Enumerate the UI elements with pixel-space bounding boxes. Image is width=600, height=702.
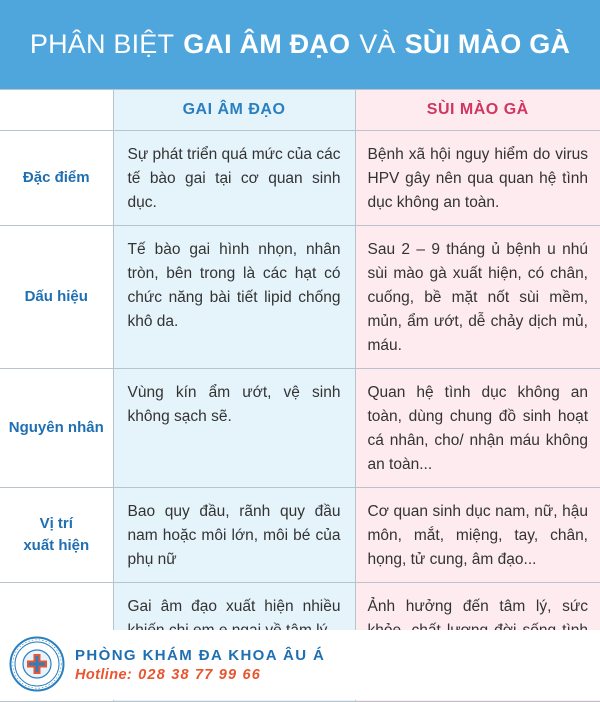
cell-sui (355, 488, 600, 583)
table-row (0, 369, 600, 488)
title-joiner: VÀ (359, 29, 395, 60)
row-label-vi-tri (0, 488, 113, 583)
cell-text: Quan hệ tình dục không an toàn, dùng chung đồ sinh hoạt cá nhân, cho/ nhận máu không an toàn... (356, 369, 600, 487)
row-label-dau-hieu: Dấu hiệu (0, 226, 113, 369)
table-row (0, 488, 600, 583)
clinic-footer (0, 630, 600, 700)
title-term-gai: GAI ÂM ĐẠO (183, 29, 350, 60)
cell-text: Ảnh hưởng đến tâm lý, sức (356, 583, 600, 701)
header-blank-cell (0, 90, 113, 131)
hotline-label: Hotline: (75, 667, 132, 683)
comparison-table (0, 89, 600, 702)
cell-gai (113, 131, 355, 226)
cell-sui (355, 131, 600, 226)
cell-text: Bao quy đầu, rãnh quy đầu nam hoặc môi lớn, môi bé của phụ nữ (114, 488, 355, 582)
table-header-row (0, 90, 600, 131)
cell-gai (113, 488, 355, 583)
title-term-sui: SÙI MÀO GÀ (405, 29, 571, 60)
cell-text: Tế bào gai hình nhọn, nhân tròn, bên trong là các hạt có chức năng bài tiết lipid chống khô da. (114, 226, 355, 344)
cell-text: Sự phát triển quá mức của các tế bào gai tại cơ quan sinh dục. (114, 131, 355, 225)
hotline (75, 667, 261, 683)
cell-text: Bệnh xã hội nguy hiểm do virus HPV gây nên qua quan hệ tình dục không an toàn. (356, 131, 600, 225)
cell-text: Vùng kín ẩm ướt, vệ sinh không sạch sẽ. (114, 369, 355, 439)
clinic-name: PHÒNG KHÁM ĐA KHOA ÂU Á (75, 647, 325, 664)
hotline-number: 028 38 77 99 66 (138, 667, 261, 683)
table-row (0, 226, 600, 369)
row-label-dac-diem: Đặc điểm (0, 131, 113, 226)
row-label-nguyen-nhan: Nguyên nhân (0, 369, 113, 488)
cell-text: Sau 2 – 9 tháng ủ bệnh u nhú sùi mào gà xuất hiện, có chân, cuống, bề mặt nốt sùi mềm, mủn, ẩm ướt, dễ chảy dịch mủ, máu. (356, 226, 600, 368)
cell-sui (355, 226, 600, 369)
cell-gai (113, 369, 355, 488)
cell-text: Cơ quan sinh dục nam, nữ, hậu môn, mắt, miệng, tay, chân, họng, tử cung, âm đạo... (356, 488, 600, 582)
cell-text: Gai âm đạo xuất hiện nhiều (114, 583, 355, 653)
column-heading-sui: SÙI MÀO GÀ (355, 90, 600, 131)
row-label-line: xuất hiện (0, 535, 113, 557)
row-label-line: Vị trí (0, 513, 113, 535)
title-banner (0, 0, 600, 89)
title-prefix: PHÂN BIỆT (30, 29, 174, 60)
table-row (0, 131, 600, 226)
clinic-logo-icon (9, 636, 65, 692)
column-heading-gai: GAI ÂM ĐẠO (113, 90, 355, 131)
cell-sui (355, 369, 600, 488)
cell-gai (113, 226, 355, 369)
